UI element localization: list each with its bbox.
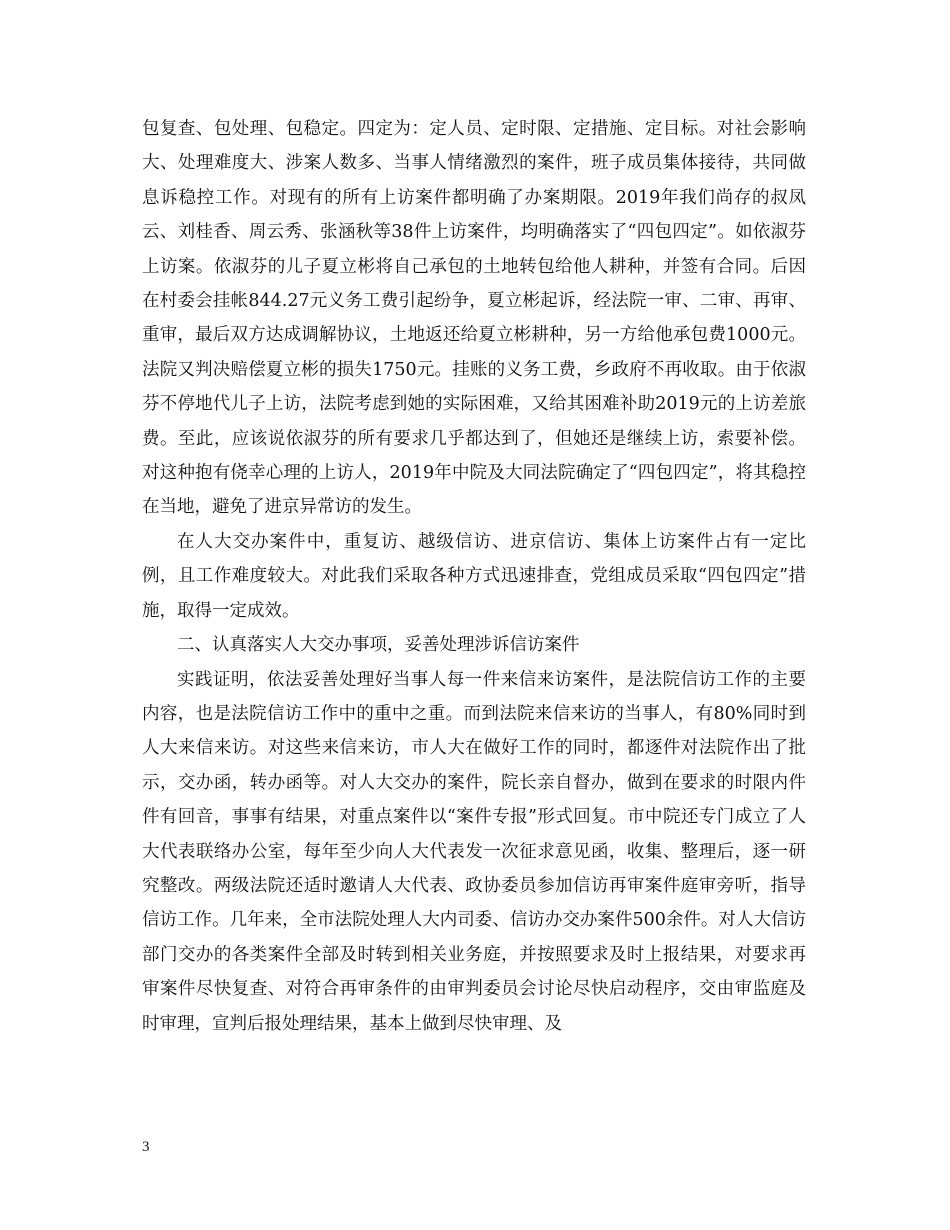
document-body bbox=[142, 112, 806, 1041]
section-heading: 二、认真落实人大交办事项，妥善处理涉诉信访案件 bbox=[177, 635, 580, 656]
paragraph-2: 在人大交办案件中，重复访、越级信访、进京信访、集体上访案件占有一定比例，且工作难度较大。对此我们采取各种方式迅速排查，党组成员采取“四包四定”措施，取得一定成效。 bbox=[142, 531, 806, 621]
paragraph-1: 包复查、包处理、包稳定。四定为：定人员、定时限、定措施、定目标。对社会影响大、处理难度大、涉案人数多、当事人情绪激烈的案件，班子成员集体接待，共同做息诉稳控工作。对现有的所有上访案件都明确了办案期限。2019年我们尚存的叔凤云、刘桂香、周云秀、张涵秋等38件上访案件，均明确落实了“四包四定”。如依淑芬上访案。依淑芬的儿子夏立彬将自己承包的土地转包给他人耕种，并签有合同。后因在村委会挂帐844.27元义务工费引起纷争，夏立彬起诉，经法院一审、二审、再审、重审，最后双方达成调解协议，土地返还给夏立彬耕种，另一方给他承包费1000元。法院又判决赔偿夏立彬的损失1750元。挂账的义务工费，乡政府不再收取。由于依淑芬不停地代儿子上访，法院考虑到她的实际困难，又给其困难补助2019元的上访差旅费。至此，应该说依淑芬的所有要求几乎都达到了，但她还是继续上访，索要补偿。对这种抱有侥幸心理的上访人，2019年中院及大同法院确定了“四包四定”，将其稳控在当地，避免了进京异常访的发生。 bbox=[142, 119, 806, 518]
page-number: 3 bbox=[142, 1139, 150, 1155]
paragraph-3: 实践证明，依法妥善处理好当事人每一件来信来访案件，是法院信访工作的主要内容，也是法院信访工作中的重中之重。而到法院来信来访的当事人，有80%同时到人大来信来访。对这些来信来访，市人大在做好工作的同时，都逐件对法院作出了批示，交办函，转办函等。对人大交办的案件，院长亲自督办，做到在要求的时限内件件有回音，事事有结果，对重点案件以“案件专报”形式回复。市中院还专门成立了人大代表联络办公室，每年至少向人大代表发一次征求意见函，收集、整理后，逐一研究整改。两级法院还适时邀请人大代表、政协委员参加信访再审案件庭审旁听，指导信访工作。几年来，全市法院处理人大内司委、信访办交办案件500余件。对人大信访部门交办的各类案件全部及时转到相关业务庭，并按照要求及时上报结果，对要求再审案件尽快复查、对符合再审条件的由审判委员会讨论尽快启动程序，交由审监庭及时审理，宣判后报处理结果，基本上做到尽快审理、及 bbox=[142, 669, 806, 1034]
